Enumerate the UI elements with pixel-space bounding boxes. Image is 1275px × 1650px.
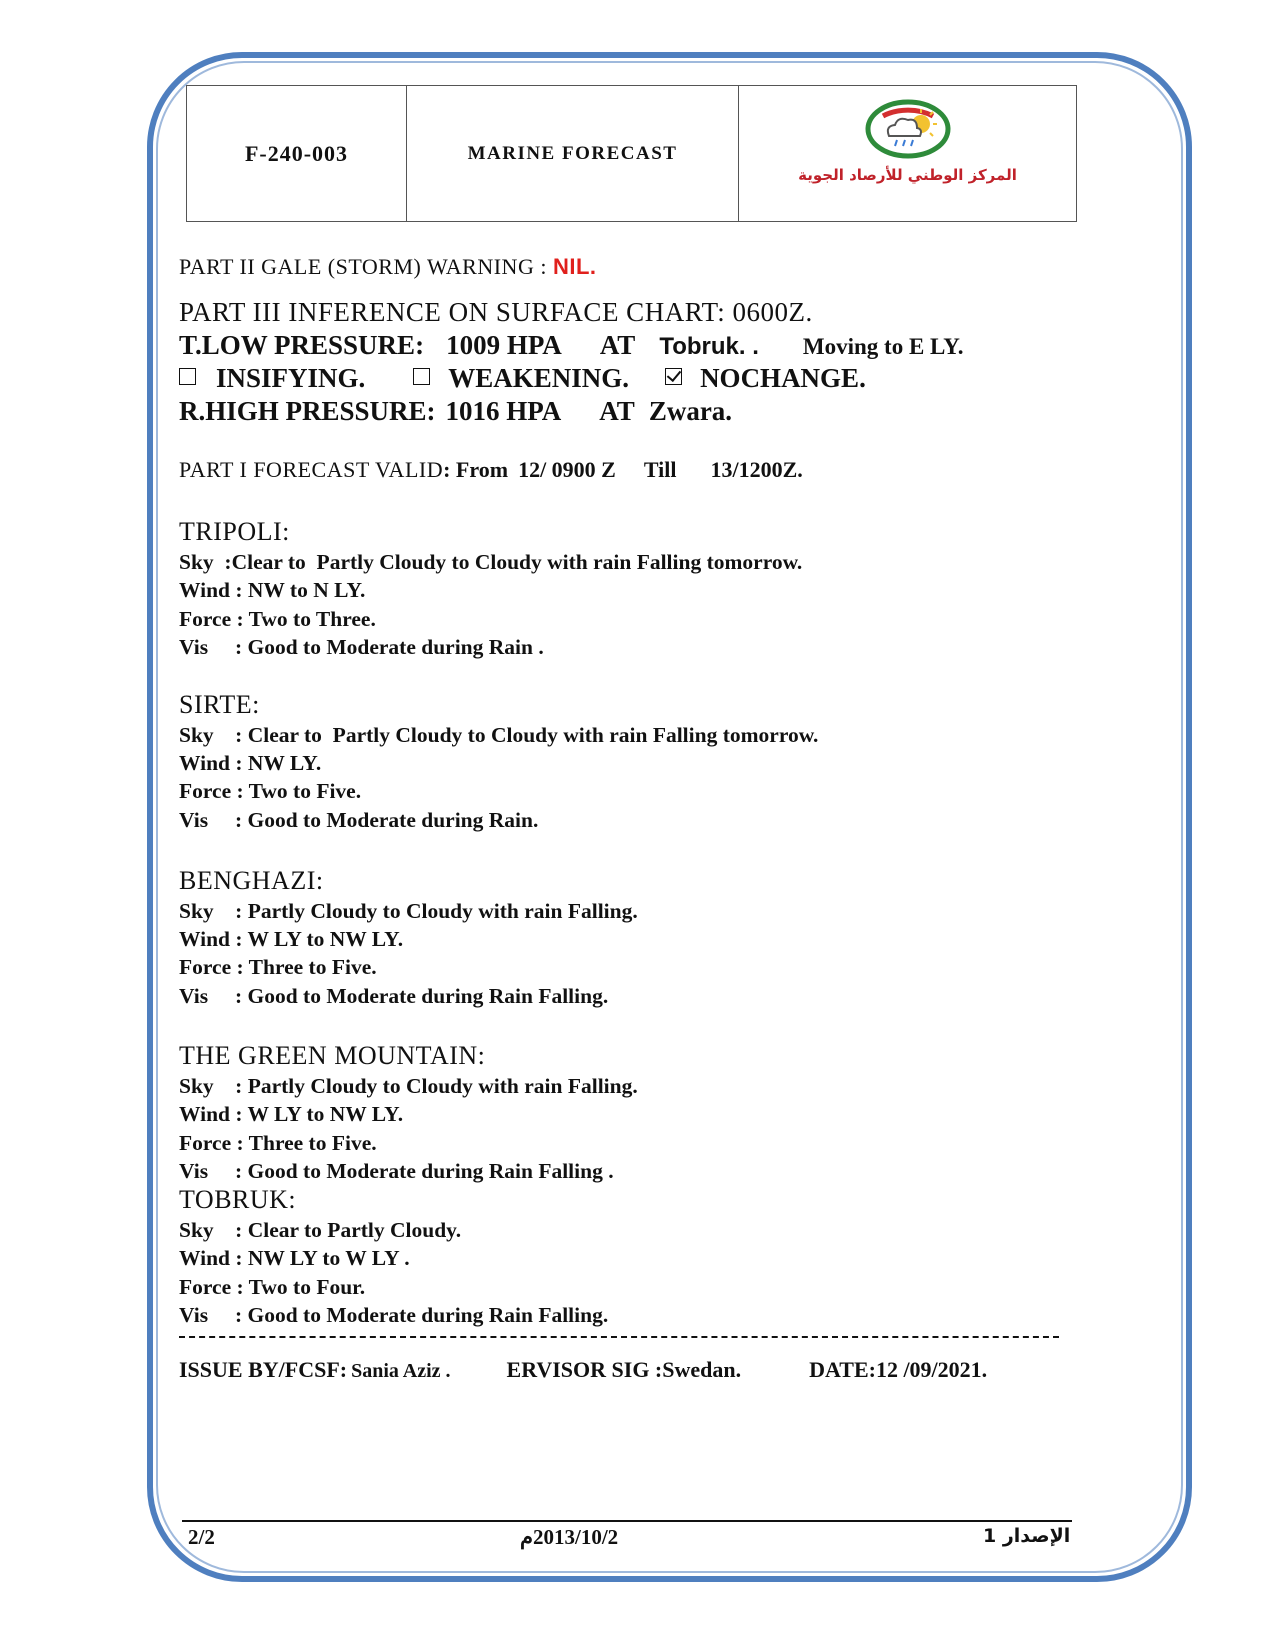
region-sky: Sky : Clear to Partly Cloudy. (179, 1218, 462, 1242)
high-pressure-at: AT (599, 396, 635, 426)
issue-name: Sania Aziz . (351, 1360, 451, 1382)
region-sky: Sky : Partly Cloudy to Cloudy with rain Falling. (179, 899, 638, 923)
region-sky: Sky :Clear to Partly Cloudy to Cloudy with rain Falling tomorrow. (179, 550, 803, 574)
part1-line (179, 457, 803, 483)
low-pressure-place: Tobruk. . (659, 333, 759, 360)
part1-from-value: 12/ 0900 Z (518, 457, 616, 482)
part2-line (179, 254, 597, 280)
region-wind: Wind : W LY to NW LY. (179, 1102, 404, 1126)
org-name-arabic: المركز الوطني للأرصاد الجوية (798, 166, 1017, 184)
region-name: TOBRUK: (179, 1185, 297, 1214)
region-force: Force : Two to Four. (179, 1275, 366, 1299)
supervisor-signature: ERVISOR SIG :Swedan. (506, 1357, 742, 1382)
region-force: Force : Three to Five. (179, 1131, 377, 1155)
region-vis: Vis : Good to Moderate during Rain Falling. (179, 1303, 609, 1327)
footer-date: 2013/10/2م (520, 1525, 619, 1549)
region-name: BENGHAZI: (179, 866, 324, 895)
warning-value: NIL. (552, 254, 597, 279)
trend-line (179, 363, 866, 394)
part1-till-label: Till (643, 457, 677, 482)
region-vis: Vis : Good to Moderate during Rain Falling . (179, 1159, 614, 1183)
high-pressure-label: R.HIGH PRESSURE: (179, 396, 436, 426)
high-pressure-value: 1016 HPA (445, 396, 562, 426)
part1-till-value: 13/1200Z. (710, 457, 803, 482)
region-name: THE GREEN MOUNTAIN: (179, 1041, 486, 1070)
trend-checkbox-nochange[interactable] (665, 368, 682, 385)
part1-label: PART I FORECAST VALID (179, 457, 444, 482)
trend-label-insifying: INSIFYING. (216, 363, 366, 393)
separator-dashed (179, 1336, 1059, 1338)
part1-from-label: : From (443, 457, 509, 482)
region-name: SIRTE: (179, 690, 260, 719)
footer-rule (182, 1520, 1072, 1522)
region-wind: Wind : W LY to NW LY. (179, 927, 404, 951)
low-pressure-moving: Moving to E LY. (802, 334, 964, 359)
document-header (186, 85, 1077, 222)
high-pressure-line (179, 396, 732, 427)
part2-label: PART II GALE (STORM) WARNING : (179, 254, 553, 279)
region-wind: Wind : NW LY. (179, 751, 322, 775)
trend-label-nochange: NOCHANGE. (700, 363, 866, 393)
region-force: Force : Two to Three. (179, 607, 376, 631)
high-pressure-place: Zwara. (648, 396, 733, 426)
part3-heading: PART III INFERENCE ON SURFACE CHART: 0600Z. (179, 297, 813, 327)
low-pressure-label: T.LOW PRESSURE: (179, 330, 425, 360)
signature-line (179, 1357, 987, 1383)
page-number: 2/2 (188, 1525, 215, 1549)
weather-logo-icon (865, 98, 951, 160)
region-sky: Sky : Partly Cloudy to Cloudy with rain Falling. (179, 1074, 638, 1098)
region-force: Force : Three to Five. (179, 955, 377, 979)
trend-label-weakening: WEAKENING. (448, 363, 630, 393)
region-name: TRIPOLI: (179, 517, 290, 546)
region-vis: Vis : Good to Moderate during Rain . (179, 635, 544, 659)
region-vis: Vis : Good to Moderate during Rain Falling. (179, 984, 609, 1008)
form-title: MARINE FORECAST (407, 86, 739, 221)
region-force: Force : Two to Five. (179, 779, 362, 803)
trend-checkbox-insifying[interactable] (179, 368, 196, 385)
low-pressure-line (179, 330, 964, 361)
region-vis: Vis : Good to Moderate during Rain. (179, 808, 539, 832)
region-sky: Sky : Clear to Partly Cloudy to Cloudy with rain Falling tomorrow. (179, 723, 819, 747)
low-pressure-at: AT (599, 330, 636, 360)
form-code: F-240-003 (187, 86, 407, 221)
region-wind: Wind : NW to N LY. (179, 578, 366, 602)
low-pressure-value: 1009 HPA (446, 330, 562, 360)
issue-label: ISSUE BY/FCSF: (179, 1357, 348, 1382)
edition-label: الإصدار 1 (983, 1525, 1071, 1547)
region-wind: Wind : NW LY to W LY . (179, 1246, 410, 1270)
issue-date: DATE:12 /09/2021. (809, 1357, 988, 1382)
trend-checkbox-weakening[interactable] (413, 368, 430, 385)
org-cell (739, 86, 1076, 221)
